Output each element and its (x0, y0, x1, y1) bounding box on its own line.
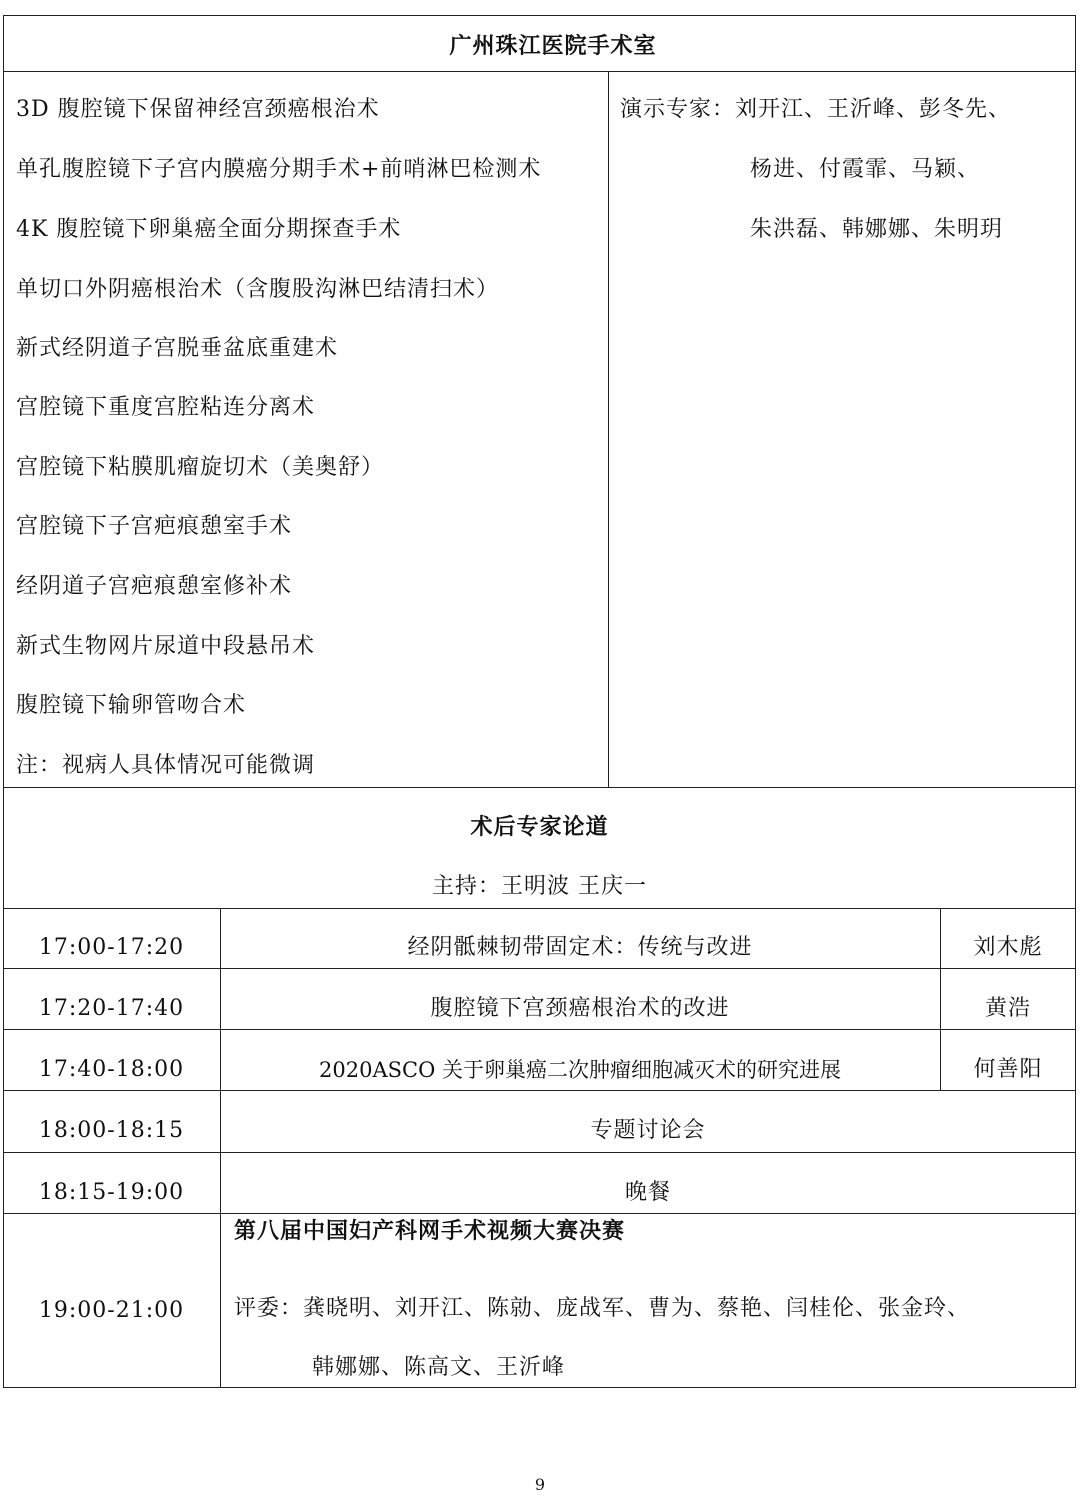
procedure-item: 经阴道子宫疤痕憩室修补术 (16, 574, 293, 599)
row-topic: 专题讨论会 (590, 1118, 706, 1143)
forum-host: 主持：王明波 王庆一 (432, 874, 647, 899)
procedure-item: 新式经阴道子宫脱垂盆底重建术 (16, 336, 339, 361)
row-time: 18:15-19:00 (38, 1180, 185, 1205)
page-number: 9 (534, 1475, 546, 1494)
procedure-item: 宫腔镜下重度宫腔粘连分离术 (16, 395, 316, 420)
row-time: 17:40-18:00 (38, 1057, 185, 1082)
row-speaker: 何善阳 (973, 1057, 1043, 1082)
rule-under-procedures (3, 787, 1076, 788)
rule-under-host (3, 908, 1076, 909)
rule-under-title (3, 71, 1076, 72)
experts-line: 杨进、付霞霏、马颖、 (750, 157, 981, 182)
procedure-item: 4K 腹腔镜下卵巢癌全面分期探查手术 (16, 217, 402, 242)
final-title: 第八届中国妇产科网手术视频大赛决赛 (234, 1218, 626, 1244)
procedure-item: 3D 腹腔镜下保留神经宫颈癌根治术 (16, 97, 380, 122)
procedure-item: 新式生物网片尿道中段悬吊术 (16, 634, 316, 659)
row-speaker: 黄浩 (984, 996, 1031, 1021)
experts-line: 朱洪磊、韩娜娜、朱明玥 (750, 217, 1004, 242)
rule-row-4 (3, 1152, 1076, 1153)
experts-line: 演示专家：刘开江、王沂峰、彭冬先、 (620, 97, 1012, 122)
row-topic: 2020ASCO 关于卵巢癌二次肿瘤细胞减灭术的研究进展 (319, 1058, 841, 1082)
row-time: 17:20-17:40 (38, 996, 185, 1021)
procedure-item: 宫腔镜下粘膜肌瘤旋切术（美奥舒） (16, 455, 385, 480)
rule-row-3 (3, 1090, 1076, 1091)
rule-row-2 (3, 1029, 1076, 1030)
final-judges-line: 韩娜娜、陈高文、王沂峰 (312, 1355, 566, 1380)
row-speaker: 刘木彪 (973, 935, 1043, 960)
final-time: 19:00-21:00 (38, 1298, 185, 1323)
procedure-item: 腹腔镜下输卵管吻合术 (16, 693, 247, 718)
procedure-item: 单切口外阴癌根治术（含腹股沟淋巴结清扫术） (16, 277, 500, 302)
row-topic: 腹腔镜下宫颈癌根治术的改进 (430, 996, 730, 1021)
procedure-item: 单孔腹腔镜下子宫内膜癌分期手术+前哨淋巴检测术 (16, 157, 542, 182)
rule-row-5 (3, 1213, 1076, 1214)
rule-time-column (220, 908, 221, 1388)
procedure-note: 注：视病人具体情况可能微调 (16, 753, 316, 778)
table-title: 广州珠江医院手术室 (449, 33, 657, 59)
row-time: 18:00-18:15 (38, 1118, 185, 1143)
row-time: 17:00-17:20 (38, 935, 185, 960)
row-topic: 经阴骶棘韧带固定术：传统与改进 (407, 935, 753, 960)
rule-procedures-experts (608, 71, 609, 788)
rule-row-1 (3, 968, 1076, 969)
row-topic: 晚餐 (624, 1180, 671, 1205)
forum-title: 术后专家论道 (470, 814, 609, 840)
procedure-item: 宫腔镜下子宫疤痕憩室手术 (16, 514, 293, 539)
final-judges-line: 评委：龚晓明、刘开江、陈勍、庞战军、曹为、蔡艳、闫桂伦、张金玲、 (234, 1296, 971, 1321)
